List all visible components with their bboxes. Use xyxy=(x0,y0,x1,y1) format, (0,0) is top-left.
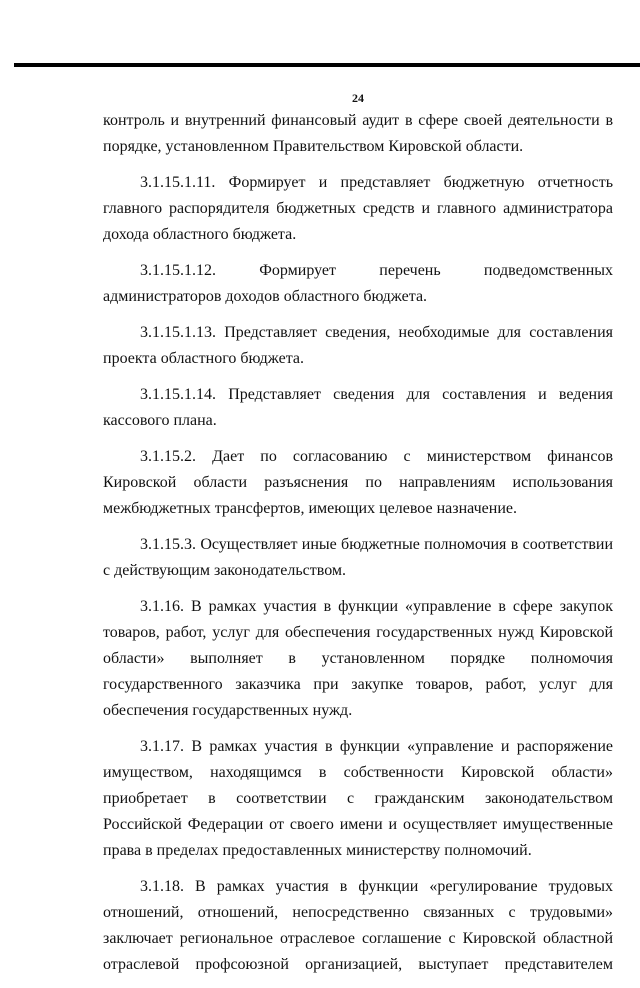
header-rule xyxy=(14,63,640,67)
paragraph-2: 3.1.15.1.11. Формирует и представляет бюджетную отчетность главного распорядителя бюджетных средств и главного администратора дохода областного бюджета. xyxy=(103,174,613,243)
document-body xyxy=(103,108,613,988)
paragraph-8: 3.1.16. В рамках участия в функции «управление в сфере закупок товаров, работ, услуг для обеспечения государственных нужд Кировской области» выполняет в установленном порядке полномочия государственного заказчика при закупке товаров, работ, услуг для обеспечения государственных нужд. xyxy=(103,598,613,719)
paragraph-1: контроль и внутренний финансовый аудит в сфере своей деятельности в порядке, установленном Правительством Кировской области. xyxy=(103,112,613,155)
paragraph-6: 3.1.15.2. Дает по согласованию с министерством финансов Кировской области разъяснения по направлениям использования межбюджетных трансфертов, имеющих целевое назначение. xyxy=(103,448,613,517)
paragraph-10: 3.1.18. В рамках участия в функции «регулирование трудовых отношений, отношений, непосредственно связанных с трудовыми» заключает региональное отраслевое соглашение с Кировской областной отраслевой профсоюзной организацией, выступает представителем xyxy=(103,878,613,973)
page-number: 24 xyxy=(352,91,364,105)
paragraph-7: 3.1.15.3. Осуществляет иные бюджетные полномочия в соответствии с действующим законодательством. xyxy=(103,536,613,579)
paragraph-5: 3.1.15.1.14. Представляет сведения для составления и ведения кассового плана. xyxy=(103,386,613,429)
paragraph-4: 3.1.15.1.13. Представляет сведения, необходимые для составления проекта областного бюджета. xyxy=(103,324,613,367)
paragraph-3: 3.1.15.1.12. Формирует перечень подведомственных администраторов доходов областного бюджета. xyxy=(103,262,613,305)
paragraph-9: 3.1.17. В рамках участия в функции «управление и распоряжение имуществом, находящимся в собственности Кировской области» приобретает в соответствии с гражданским законодательством Российской Федерации от своего имени и осуществляет имущественные права в пределах предоставленных министерству полномочий. xyxy=(103,738,613,859)
